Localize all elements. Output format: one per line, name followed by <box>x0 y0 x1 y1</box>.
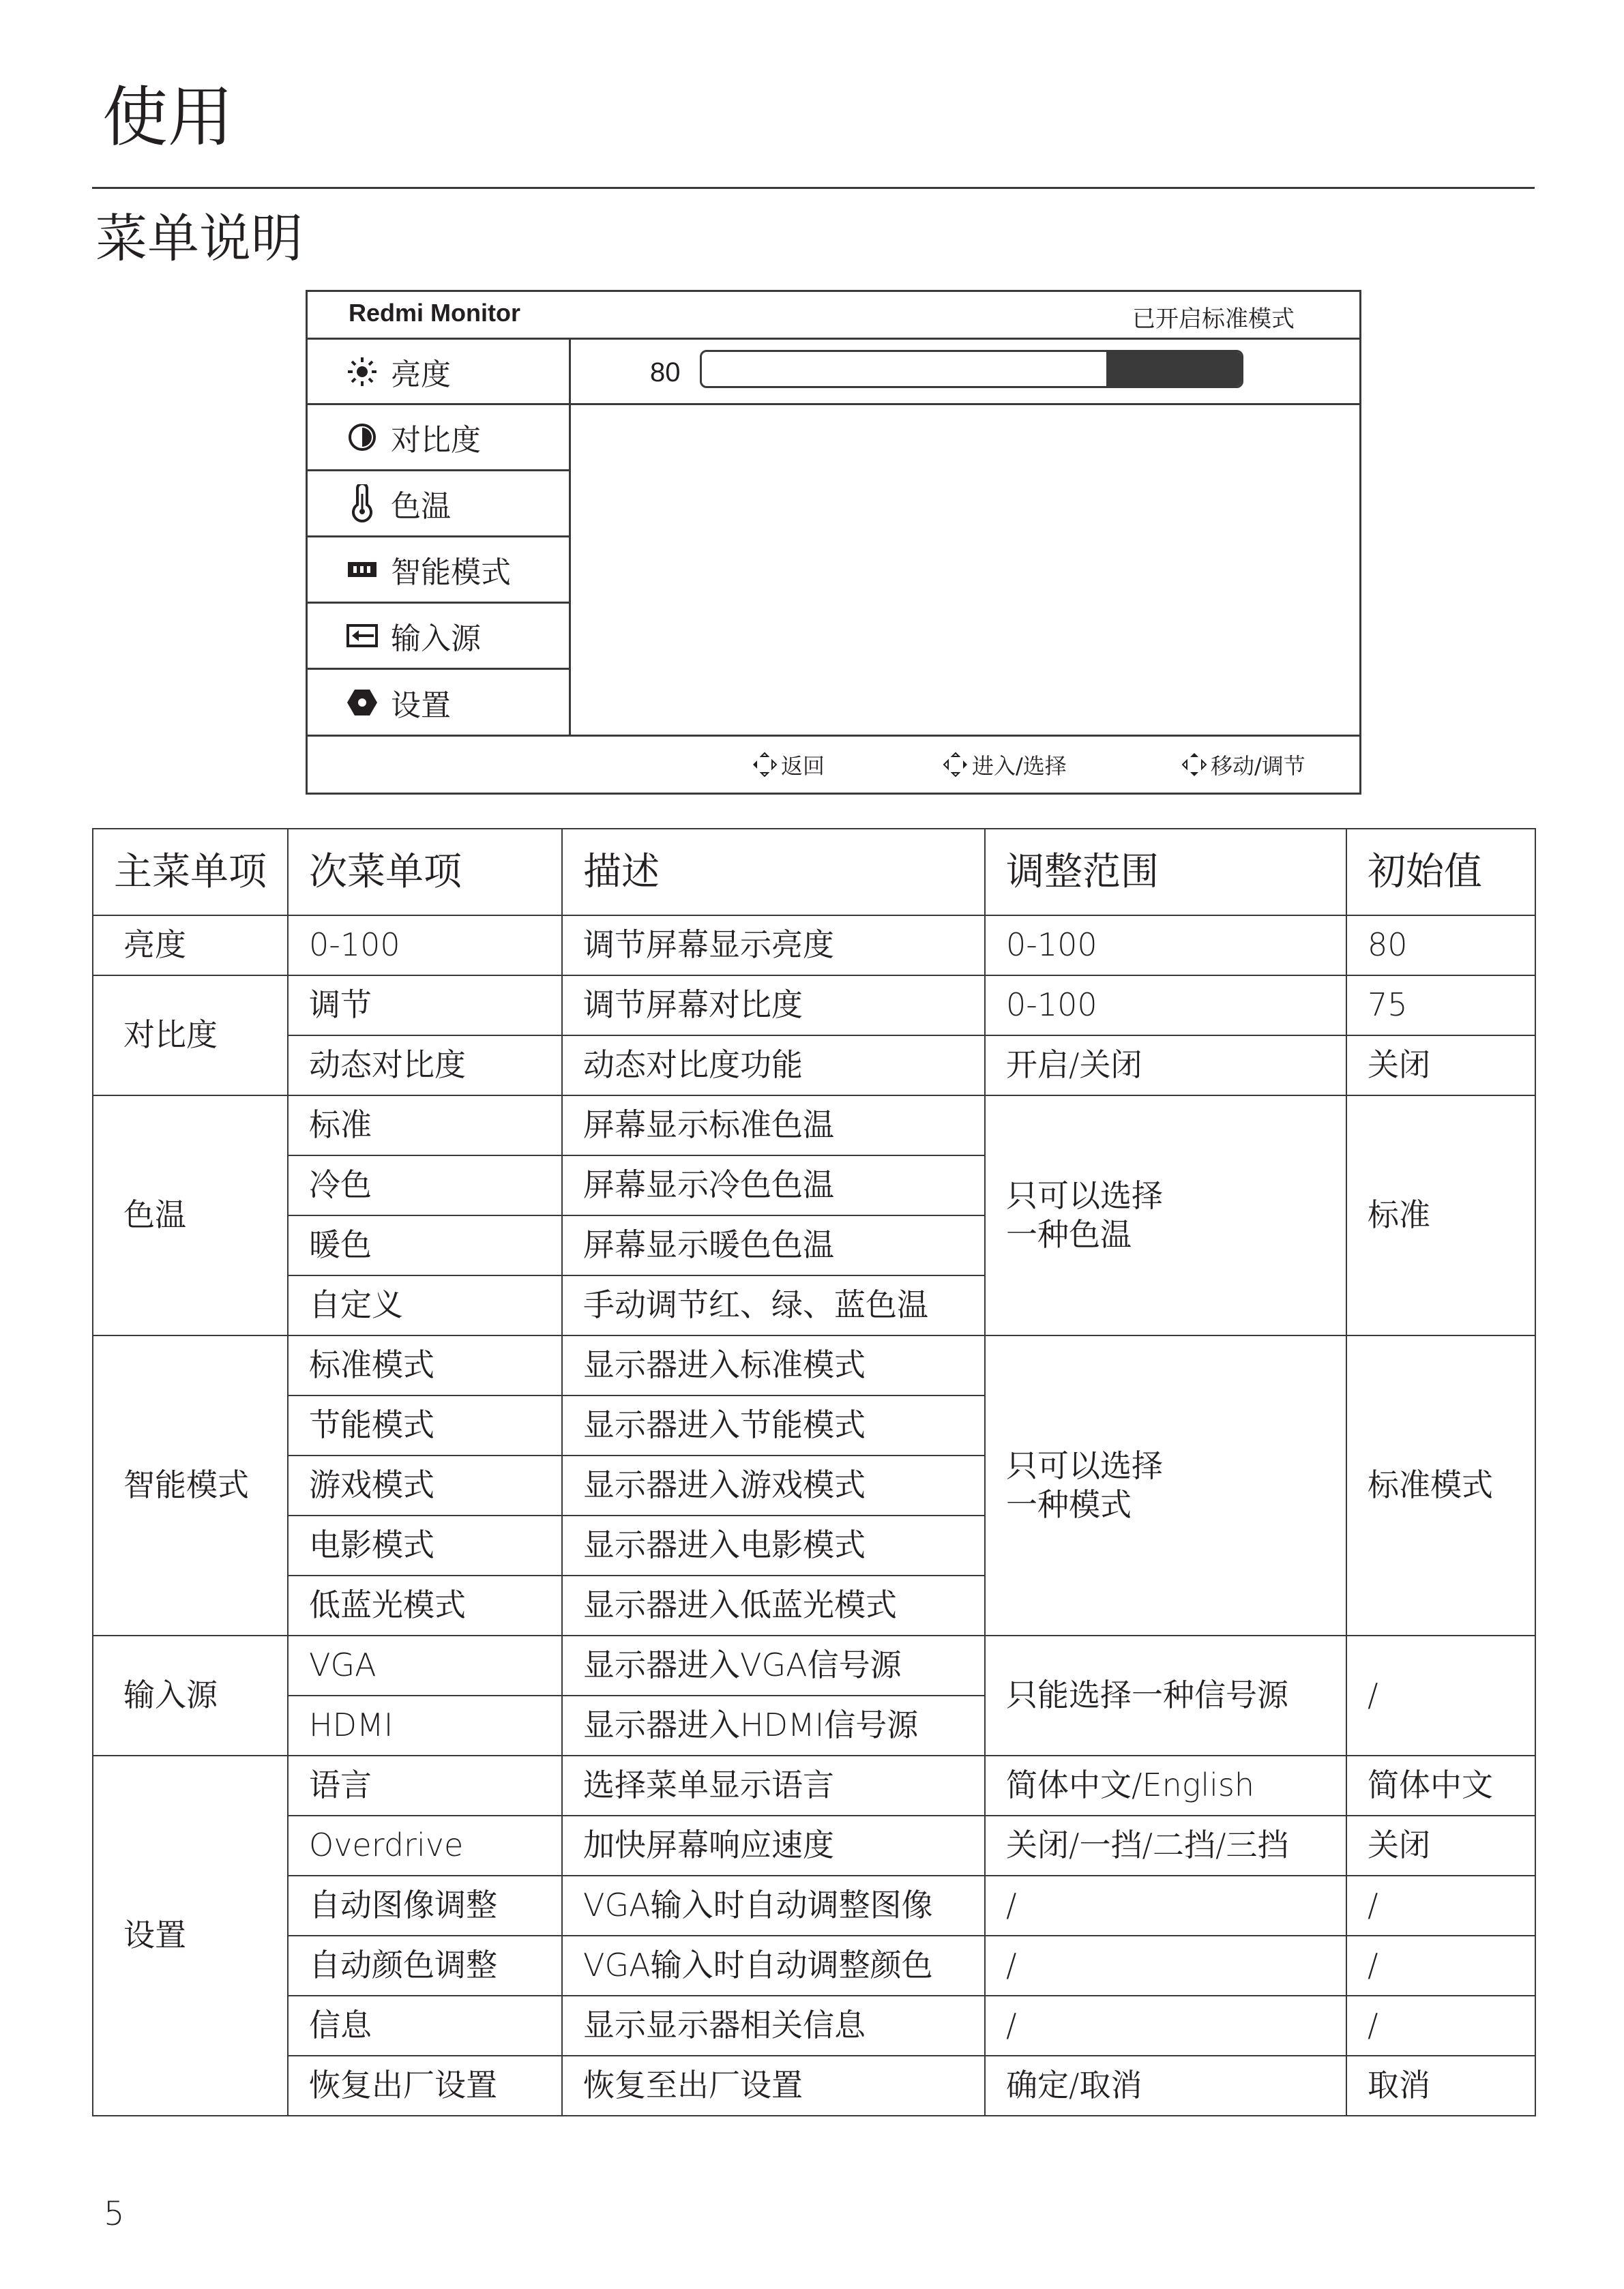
osd-item-label: 对比度 <box>391 423 481 458</box>
description-cell: 动态对比度功能 <box>562 1035 985 1095</box>
range-cell: 确定/取消 <box>985 2056 1346 2116</box>
osd-brand: Redmi Monitor <box>349 299 520 327</box>
description-cell: 显示显示器相关信息 <box>562 1996 985 2056</box>
table-row <box>93 2056 1535 2116</box>
default-cell: / <box>1346 1636 1535 1756</box>
description-cell: 显示器进入低蓝光模式 <box>562 1576 985 1636</box>
sub-item-cell: 信息 <box>288 1996 562 2056</box>
default-cell: 标准模式 <box>1346 1335 1535 1636</box>
osd-divider <box>569 338 571 735</box>
input-source-icon <box>343 617 381 655</box>
column-header: 主菜单项 <box>93 829 288 915</box>
hint-back <box>751 749 825 780</box>
description-cell: VGA输入时自动调整图像 <box>562 1876 985 1936</box>
description-cell: 显示器进入节能模式 <box>562 1395 985 1456</box>
osd-item-label: 亮度 <box>391 357 451 392</box>
osd-status: 已开启标准模式 <box>1132 306 1295 333</box>
osd-item-smart-mode[interactable] <box>308 537 569 602</box>
range-cell: 简体中文/English <box>985 1756 1346 1816</box>
range-cell: 0-100 <box>985 915 1346 975</box>
osd-divider <box>569 403 1359 405</box>
sub-item-cell: 语言 <box>288 1756 562 1816</box>
sub-item-cell: 动态对比度 <box>288 1035 562 1095</box>
dpad-right-icon <box>942 751 969 778</box>
description-cell: 调节屏幕显示亮度 <box>562 915 985 975</box>
menu-spec-table <box>92 828 1536 2116</box>
main-item-cell: 亮度 <box>93 915 288 975</box>
description-cell: 加快屏幕响应速度 <box>562 1816 985 1876</box>
page-title: 使用 <box>102 79 233 156</box>
range-cell: 只可以选择 一种色温 <box>985 1095 1346 1335</box>
table-row <box>93 1756 1535 1816</box>
range-cell: / <box>985 1876 1346 1936</box>
hint-label: 返回 <box>781 753 825 779</box>
column-header: 描述 <box>562 829 985 915</box>
description-cell: 屏幕显示暖色色温 <box>562 1215 985 1275</box>
main-item-cell: 输入源 <box>93 1636 288 1756</box>
osd-menu-diagram <box>306 290 1361 795</box>
default-cell: / <box>1346 1936 1535 1996</box>
table-row <box>93 1996 1535 2056</box>
osd-item-label: 设置 <box>391 688 451 723</box>
default-cell: 取消 <box>1346 2056 1535 2116</box>
settings-hexagon-icon <box>343 683 381 722</box>
sub-item-cell: 标准 <box>288 1095 562 1155</box>
sub-item-cell: 调节 <box>288 975 562 1035</box>
brightness-slider-fill <box>1106 352 1241 386</box>
description-cell: 显示器进入电影模式 <box>562 1516 985 1576</box>
thermometer-icon <box>343 484 381 522</box>
table-row <box>93 1035 1535 1095</box>
main-item-cell: 色温 <box>93 1095 288 1335</box>
page-number: 5 <box>104 2195 125 2233</box>
description-cell: 选择菜单显示语言 <box>562 1756 985 1816</box>
column-header: 调整范围 <box>985 829 1346 915</box>
description-cell: 调节屏幕对比度 <box>562 975 985 1035</box>
table-header-row <box>93 829 1535 915</box>
table-row <box>93 1636 1535 1696</box>
sub-item-cell: HDMI <box>288 1696 562 1756</box>
osd-item-color-temp[interactable] <box>308 471 569 535</box>
table-row <box>93 1876 1535 1936</box>
sub-item-cell: VGA <box>288 1636 562 1696</box>
main-item-cell: 对比度 <box>93 975 288 1095</box>
hint-label: 进入/选择 <box>972 753 1067 779</box>
sub-item-cell: 冷色 <box>288 1155 562 1215</box>
sub-item-cell: 游戏模式 <box>288 1456 562 1516</box>
range-cell: / <box>985 1936 1346 1996</box>
range-cell: 关闭/一挡/二挡/三挡 <box>985 1816 1346 1876</box>
default-cell: / <box>1346 1876 1535 1936</box>
sub-item-cell: 自动颜色调整 <box>288 1936 562 1996</box>
sub-item-cell: 0-100 <box>288 915 562 975</box>
brightness-value: 80 <box>650 357 681 387</box>
main-item-cell: 设置 <box>93 1756 288 2116</box>
default-cell: 关闭 <box>1346 1035 1535 1095</box>
osd-item-label: 输入源 <box>391 621 481 656</box>
table-row <box>93 1816 1535 1876</box>
sub-item-cell: 自动图像调整 <box>288 1876 562 1936</box>
sub-item-cell: 恢复出厂设置 <box>288 2056 562 2116</box>
description-cell: 手动调节红、绿、蓝色温 <box>562 1275 985 1335</box>
default-cell: / <box>1346 1996 1535 2056</box>
description-cell: 屏幕显示冷色色温 <box>562 1155 985 1215</box>
range-cell: 开启/关闭 <box>985 1035 1346 1095</box>
table-row <box>93 1335 1535 1395</box>
description-cell: 显示器进入标准模式 <box>562 1335 985 1395</box>
main-item-cell: 智能模式 <box>93 1335 288 1636</box>
osd-item-brightness[interactable] <box>308 340 569 403</box>
sub-item-cell: 电影模式 <box>288 1516 562 1576</box>
default-cell: 关闭 <box>1346 1816 1535 1876</box>
description-cell: 恢复至出厂设置 <box>562 2056 985 2116</box>
contrast-icon <box>343 418 381 456</box>
sub-item-cell: Overdrive <box>288 1816 562 1876</box>
range-cell: 只可以选择 一种模式 <box>985 1335 1346 1636</box>
osd-item-label: 色温 <box>391 489 451 524</box>
range-cell: 只能选择一种信号源 <box>985 1636 1346 1756</box>
description-cell: 显示器进入游戏模式 <box>562 1456 985 1516</box>
sun-icon <box>343 353 381 391</box>
sub-item-cell: 节能模式 <box>288 1395 562 1456</box>
osd-item-label: 智能模式 <box>391 555 511 590</box>
osd-item-settings[interactable] <box>308 670 569 735</box>
range-cell: / <box>985 1996 1346 2056</box>
dpad-left-icon <box>751 751 778 778</box>
hint-move-adjust <box>1181 749 1305 780</box>
description-cell: 屏幕显示标准色温 <box>562 1095 985 1155</box>
column-header: 初始值 <box>1346 829 1535 915</box>
table-row <box>93 1095 1535 1155</box>
column-header: 次菜单项 <box>288 829 562 915</box>
osd-item-input-source[interactable] <box>308 604 569 668</box>
range-cell: 0-100 <box>985 975 1346 1035</box>
dpad-updown-icon <box>1181 751 1208 778</box>
table-row <box>93 975 1535 1035</box>
description-cell: 显示器进入VGA信号源 <box>562 1636 985 1696</box>
hint-label: 移动/调节 <box>1211 753 1305 779</box>
description-cell: 显示器进入HDMI信号源 <box>562 1696 985 1756</box>
table-row <box>93 915 1535 975</box>
sub-item-cell: 低蓝光模式 <box>288 1576 562 1636</box>
default-cell: 80 <box>1346 915 1535 975</box>
hint-enter-select <box>942 749 1067 780</box>
smart-mode-icon <box>343 550 381 589</box>
osd-item-contrast[interactable] <box>308 405 569 469</box>
table-row <box>93 1936 1535 1996</box>
osd-divider <box>308 735 1359 737</box>
default-cell: 标准 <box>1346 1095 1535 1335</box>
sub-item-cell: 暖色 <box>288 1215 562 1275</box>
sub-item-cell: 自定义 <box>288 1275 562 1335</box>
brightness-slider[interactable] <box>700 350 1243 388</box>
section-title: 菜单说明 <box>95 208 303 269</box>
default-cell: 简体中文 <box>1346 1756 1535 1816</box>
default-cell: 75 <box>1346 975 1535 1035</box>
sub-item-cell: 标准模式 <box>288 1335 562 1395</box>
title-divider <box>92 187 1535 189</box>
description-cell: VGA输入时自动调整颜色 <box>562 1936 985 1996</box>
